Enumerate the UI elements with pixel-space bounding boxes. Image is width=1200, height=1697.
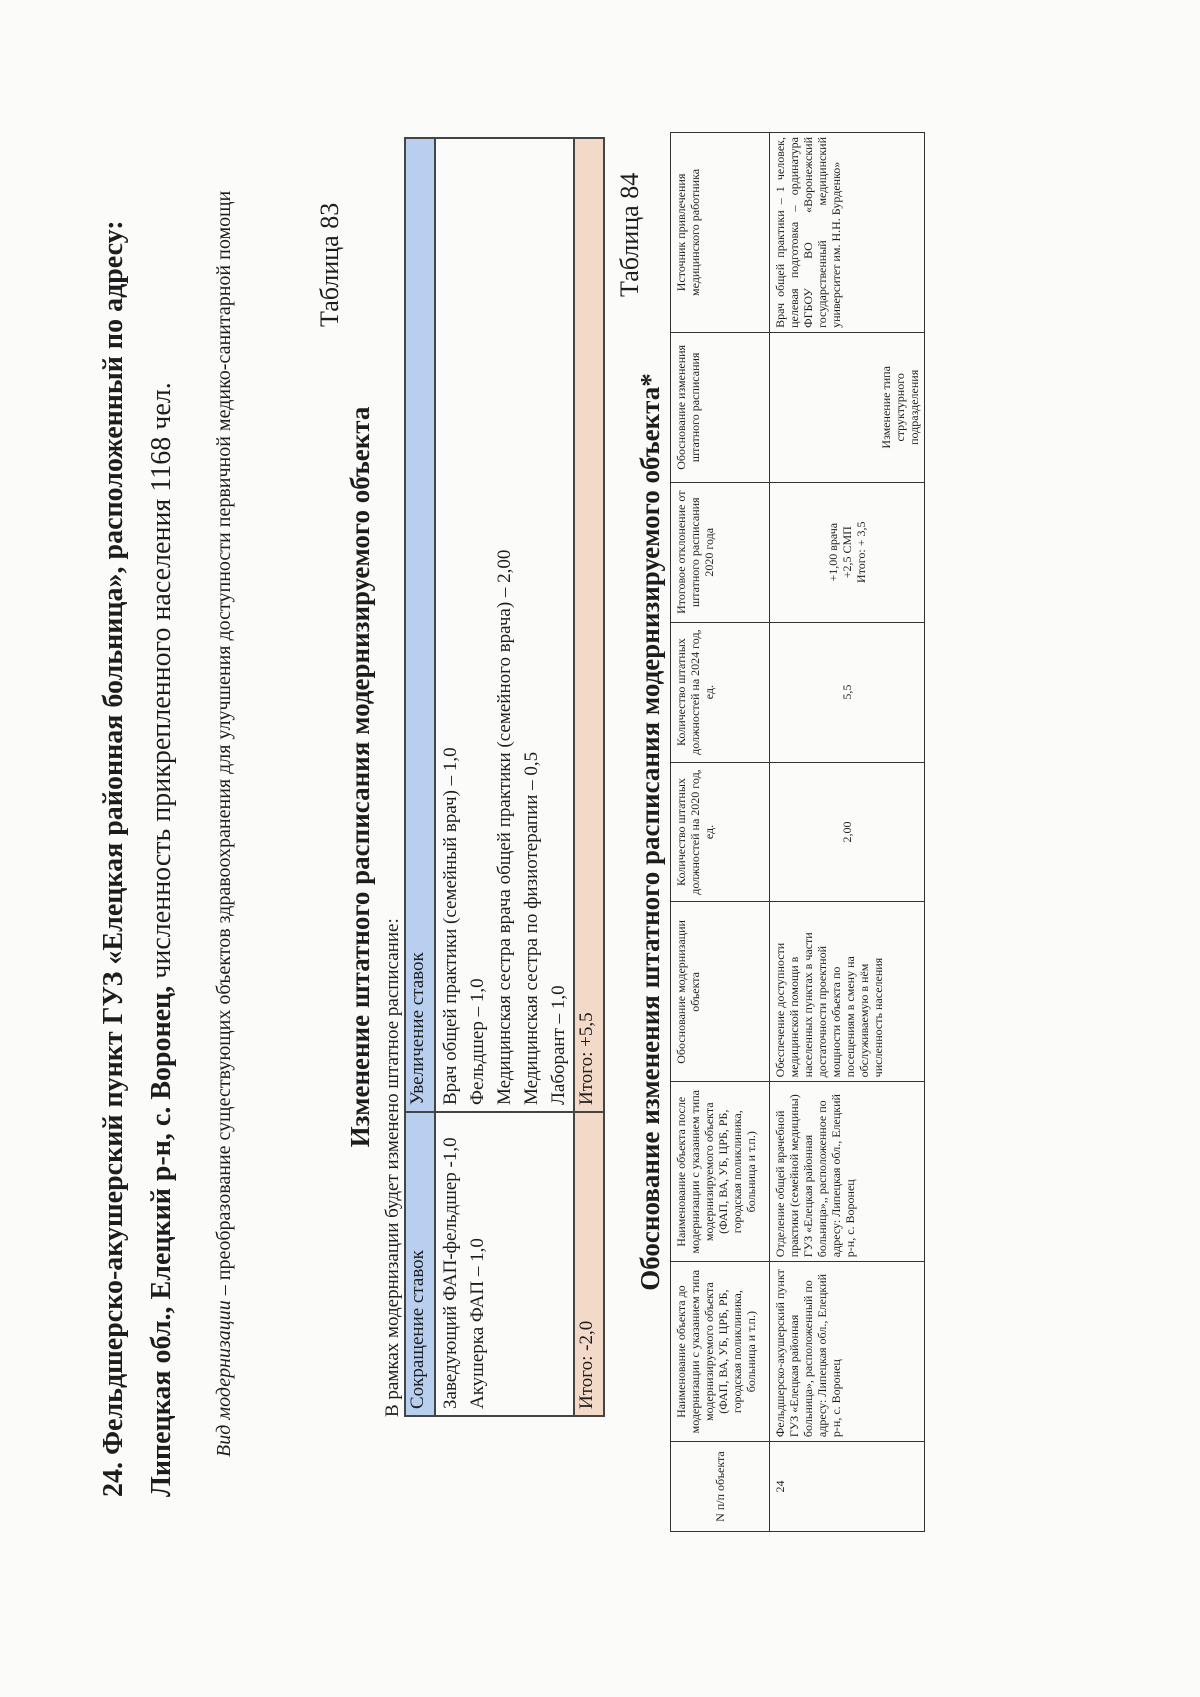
heading-bold: 24. Фельдшерско-акушерский пункт ГУЗ «Елецкая районная больница», расположенный по адресу: Липецкая обл., Елецкий р-н, с. Воронец,: [98, 220, 177, 1497]
table83-header-increase: Увеличение ставок: [405, 138, 435, 1112]
table83-total-reduce: Итого: -2,0: [574, 1112, 604, 1416]
table84-header-change-reason: Обоснование изменения штатного расписания: [671, 332, 770, 482]
table84: [670, 132, 925, 1532]
table84-row-2020: 2,00: [770, 762, 925, 902]
table84-header-deviation: Итоговое отклонение от штатного расписания 2020 года: [671, 482, 770, 622]
increase-item: Врач общей практики (семейный врач) – 1,0: [440, 747, 461, 1105]
increase-item: Медицинская сестра по физиотерапии – 0,5: [521, 751, 542, 1105]
deviation-line: +2,5 СМП: [840, 526, 854, 579]
table83-title: Изменение штатного расписания модернизируемого объекта: [345, 406, 375, 1148]
table84-header-2024: Количество штатных должностей на 2024 год, ед.: [671, 622, 770, 762]
table84-header-reason: Обоснование модернизации объекта: [671, 902, 770, 1082]
table84-header-before: Наименование объекта до модернизации с указанием типа модернизируемого объекта (ФАП, ВА, УБ, ЦРБ, РБ, городская поликлиника, больница и т.п.): [671, 1262, 770, 1442]
section-heading: [90, 177, 186, 1497]
modernization-text: – преобразование существующих объектов здравоохранения для улучшения доступности первичной медико-санитарной помощи: [213, 190, 235, 1301]
table84-row-deviation: [770, 482, 925, 622]
table83: [404, 137, 605, 1417]
increase-item: Лаборант – 1,0: [548, 985, 569, 1105]
deviation-line: Итого: + 3,5: [854, 521, 868, 583]
reduce-item: Заведующий ФАП-фельдшер -1,0: [440, 1137, 461, 1409]
table84-row-before: Фельдшерско-акушерский пункт ГУЗ «Елецкая районная больница», расположенный по адресу: Липецкая обл., Елецкий р-н, с. Воронец: [770, 1262, 925, 1442]
table84-row-source: Врач общей практики – 1 человек, целевая подготовка – ординатура ФГБОУ ВО «Воронежский государственный медицинский университет им. Н.Н. Бурденко»: [770, 133, 925, 333]
reduce-item: Акушерка ФАП – 1,0: [467, 1238, 488, 1409]
table84-header-source: Источник привлечения медицинского работника: [671, 133, 770, 333]
table84-row-n: 24: [770, 1442, 925, 1532]
modernization-label: Вид модернизации: [213, 1300, 235, 1457]
table84-title: Обоснование изменения штатного расписания модернизируемого объекта*: [635, 373, 665, 1291]
table83-total-increase: Итого: +5,5: [574, 138, 604, 1112]
table83-reduce-cell: [435, 1112, 574, 1416]
table84-row-change-reason: Изменение типа структурного подразделения: [770, 332, 925, 482]
deviation-line: +1,00 врача: [826, 522, 840, 582]
increase-item: Фельдшер – 1,0: [467, 978, 488, 1105]
table84-header-after: Наименование объекта после модернизации с указанием типа модернизируемого объекта (ФАП, ВА, УБ, ЦРБ, РБ, городская поликлиника, больница и т.п.): [671, 1082, 770, 1262]
table83-header-reduce: Сокращение ставок: [405, 1112, 435, 1416]
table83-intro: В рамках модернизации будет изменено штатное расписание:: [382, 918, 403, 1417]
modernization-description: [205, 177, 243, 1457]
table84-header-2020: Количество штатных должностей на 2020 год, ед.: [671, 762, 770, 902]
table84-row-reason: Обеспечение доступности медицинской помощи в населенных пунктах в части достаточности проектной мощности объекта по посещениям в смену на обслуживаемую в нём численность населения: [770, 902, 925, 1082]
table84-number: Таблица 84: [615, 172, 644, 297]
table84-row-2024: 5,5: [770, 622, 925, 762]
increase-item: Медицинская сестра врача общей практики (семейного врача) – 2,00: [494, 549, 515, 1105]
table84-header-n: N п/п объекта: [671, 1442, 770, 1532]
table83-number: Таблица 83: [315, 202, 344, 327]
table84-row-after: Отделение общей врачебной практики (семейной медицины) ГУЗ «Елецкая районная больница»,, расположенное по адресу: Липецкая обл., Елецкий р-н, с. Воронец: [770, 1082, 925, 1262]
heading-normal: численность прикрепленного населения 1168 чел.: [146, 382, 177, 986]
table83-increase-cell: [435, 138, 574, 1112]
